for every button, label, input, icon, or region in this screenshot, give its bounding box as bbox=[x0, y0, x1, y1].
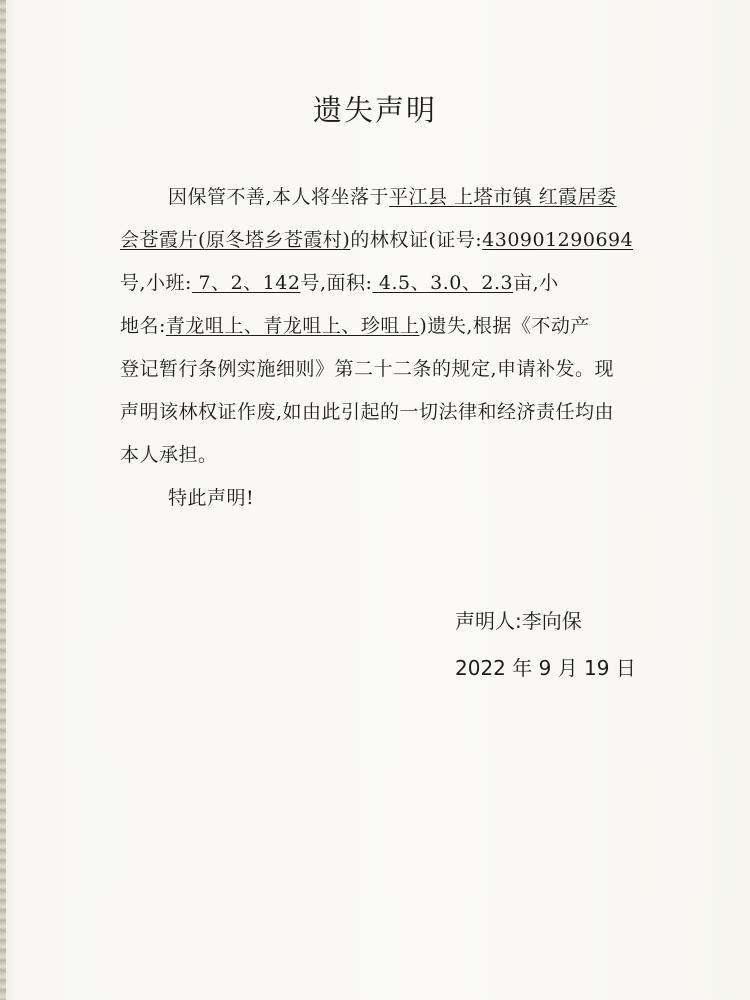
text-segment: 号,面积: bbox=[300, 272, 373, 294]
subcompartment-number: 7、2、142 bbox=[191, 272, 301, 294]
area-value: 4.5、3.0、2.3 bbox=[372, 272, 514, 294]
text-segment: )遗失,根据《不动产 bbox=[419, 315, 590, 337]
certificate-number: 430901290694 bbox=[482, 229, 634, 251]
text-segment: 号,小班: bbox=[120, 272, 192, 294]
text-segment: 因保管不善,本人将坐落于 bbox=[168, 186, 390, 208]
declarant-name: 声明人:李向保 bbox=[455, 609, 582, 633]
body-line-2 bbox=[120, 225, 633, 252]
body-line-5: 登记暂行条例实施细则》第二十二条的规定,申请补发。现 bbox=[120, 358, 615, 380]
body-line-3 bbox=[120, 268, 559, 295]
location-underlined: 平江县 上塔市镇 红霞居委 bbox=[389, 186, 617, 208]
body-line-1 bbox=[168, 182, 617, 209]
text-segment: 地名: bbox=[120, 315, 166, 337]
text-segment: 亩,小 bbox=[513, 272, 559, 294]
place-names: 青龙咀上、青龙咀上、珍咀上 bbox=[165, 315, 420, 337]
document-title: 遗失声明 bbox=[312, 93, 437, 127]
declaration-date: 2022 年 9 月 19 日 bbox=[455, 656, 636, 680]
text-segment: 的林权证(证号: bbox=[350, 229, 483, 251]
body-line-6: 声明该林权证作废,如由此引起的一切法律和经济责任均由 bbox=[120, 401, 615, 423]
body-line-4 bbox=[120, 311, 590, 338]
paper-torn-edge bbox=[0, 0, 6, 1000]
body-line-7: 本人承担。 bbox=[120, 444, 218, 466]
closing-statement: 特此声明! bbox=[168, 487, 255, 509]
location-underlined-2: 会苍霞片(原冬塔乡苍霞村) bbox=[120, 229, 351, 251]
